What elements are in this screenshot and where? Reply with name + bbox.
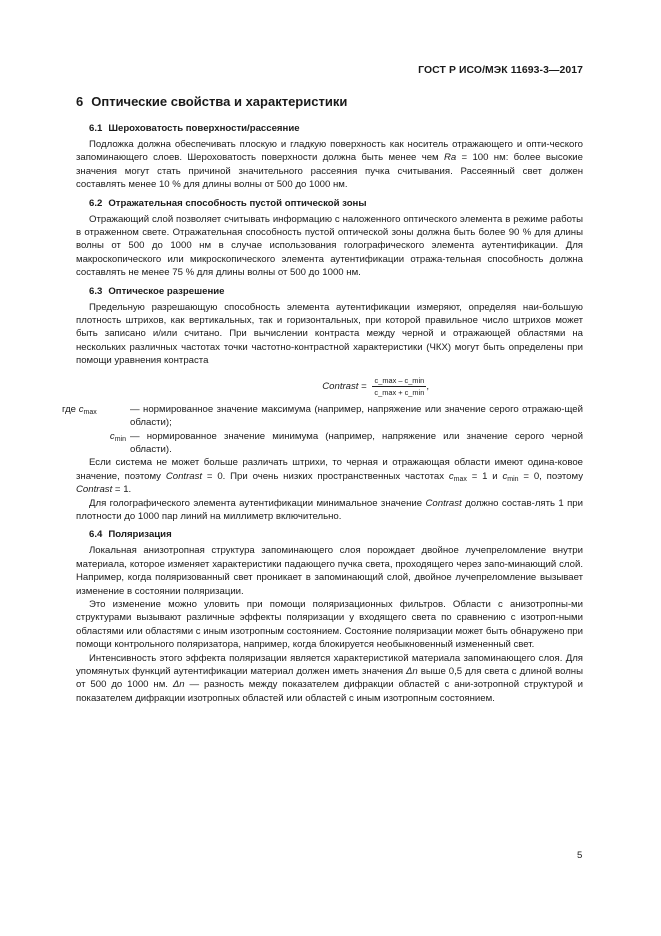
- paragraph: [76, 544, 583, 598]
- symbol-contrast: Contrast: [425, 497, 462, 509]
- subsection-number: 6.1: [89, 123, 103, 134]
- text-run: Подложка должна обеспечивать плоскую и гладкую поверхность как носитель отражающего и опти-ческого запоминающего слоев. Шероховатость поверхности должна быть менее чем: [76, 139, 583, 164]
- subscript-max: max: [453, 475, 467, 483]
- subsection-number: 6.3: [89, 285, 103, 297]
- paragraph: [76, 456, 583, 496]
- definition-term: [62, 430, 130, 457]
- text-run: должно состав-лять 1 при плотности до 1000 пар линий на миллиметр включительно.: [76, 497, 583, 522]
- subsection-title: Шероховатость поверхности/рассеяние: [108, 123, 300, 134]
- symbol-c: c: [109, 430, 115, 442]
- definition-term: [62, 403, 130, 430]
- paragraph: [76, 652, 583, 706]
- definition-cmax: [62, 403, 583, 430]
- formula-numerator: c_max – c_min: [372, 376, 426, 387]
- page-content: [62, 93, 584, 705]
- symbol-ra: Ra: [443, 152, 457, 164]
- standard-header: ГОСТ Р ИСО/МЭК 11693-3—2017: [418, 65, 583, 76]
- section-number: 6: [76, 94, 84, 109]
- symbol-c: c: [448, 470, 454, 482]
- definition-cmin: [62, 430, 583, 457]
- text-run: выше 0,5 для света с длиной волны от 500 до 1000 нм.: [76, 666, 583, 691]
- formula-lhs: Contrast: [322, 380, 359, 392]
- subsection-number: 6.4: [89, 529, 103, 541]
- text-run: Для голографического элемента аутентификации минимальное значение: [89, 497, 426, 509]
- text-run: = 0. При очень низких пространственных частотах: [202, 470, 449, 482]
- text-run: = 0, поэтому: [518, 470, 584, 482]
- symbol-c: c: [502, 470, 508, 482]
- paragraph: [76, 497, 583, 524]
- symbol-c: c: [78, 403, 84, 415]
- paragraph: [76, 598, 583, 652]
- contrast-formula: [76, 376, 583, 397]
- text-run: = 1.: [112, 484, 132, 496]
- formula-equals: =: [358, 380, 370, 392]
- subsection-number: 6.2: [89, 197, 103, 209]
- symbol-contrast: Contrast: [76, 484, 113, 496]
- subsection-6-2-heading: [76, 197, 583, 210]
- paragraph: [76, 213, 583, 280]
- formula-fraction: [372, 376, 426, 397]
- formula-denominator: c_max + c_min: [374, 387, 425, 397]
- subsection-6-3-heading: [76, 285, 583, 298]
- subsection-title: Поляризация: [108, 529, 172, 541]
- subsection-6-1-heading: [76, 122, 583, 135]
- text-run: Локальная анизотропная структура запоминающего слоя порождает двойное лучепреломление внутри материала, которое изменяет характеристики падающего пучка света, проходящего через запо-минающий слой. Например, когда поляризованный свет проникает в запоминающий слой, двойное лучепреломление вызывает изменение в состоянии поляризации.: [76, 545, 583, 597]
- text-run: = 100 нм: более высокие значения могут стать причиной значительного рассеяния пучка считывания. Рассеянный свет должен составлять менее 10 % для длины волны от 500 до 1000 нм.: [76, 152, 584, 191]
- subsection-title: Отражательная способность пустой оптической зоны: [108, 197, 367, 209]
- text-run: Это изменение можно уловить при помощи поляризационных фильтров. Области с анизотропны-ми структурами вызывают различные эффекты поляризации у входящего света по сравнению с изотроп-ными областями или областями с иным изотропным состоянием. Состояние поляризации может быть обнаружено при помощи контрольного поляризатора, например, когда блокируется необыкновенный измененный свет.: [76, 598, 583, 651]
- section-title: Оптические свойства и характеристики: [91, 94, 348, 109]
- paragraph: [76, 301, 583, 368]
- text-run: Интенсивность этого эффекта поляризации является характеристикой материала запоминающего слоя. Для упомянутых функций аутентификации материал должен иметь значения: [76, 652, 583, 677]
- text-run: = 1 и: [466, 470, 503, 482]
- paragraph: [76, 138, 583, 192]
- subscript-min: min: [114, 435, 126, 443]
- text-run: Предельную разрешающую способность элемента аутентификации измеряют, определяя наи-большую плотность штрихов, как вертикальных, так и горизонтальных, при которой правильное число штрихов может быть записано и/или считано. При вычислении контраста между черной и отражающей областями на нескольких различных частотах точки частотно-контрастной характеристики (ЧКХ) могут быть определены при помощи уравнения контраста: [76, 301, 583, 367]
- symbol-contrast: Contrast: [165, 470, 203, 482]
- text-run: Отражающий слой позволяет считывать информацию с наложенного оптического элемента в режиме работы в отраженном свете. Отражательная способность пустой оптической зоны должна быть более 90 % для длины волны от 500 до 1000 нм в случае использования голографического элемента аутентификации. Для макроскопического или микроскопического элемента аутентификации отража-тельная способность должна составлять не менее 75 % для длины волны от 500 до 1000 нм.: [76, 213, 583, 279]
- page-number: 5: [577, 850, 583, 861]
- text-run: — разность между показателем дифракции областей с ани-зотропной структурой и показателем дифракции изотропных областей или областей с иным изотропным состоянием.: [76, 679, 583, 704]
- subsection-title: Оптическое разрешение: [108, 285, 225, 297]
- section-heading: [76, 93, 583, 110]
- symbol-delta-n: Δn: [172, 679, 185, 691]
- formula-comma: ,: [426, 380, 429, 392]
- subscript-min: min: [507, 475, 519, 483]
- definition-text: — нормированное значение минимума (например, напряжение или значение серого черной области).: [130, 430, 583, 455]
- symbol-delta-n: Δn: [406, 666, 418, 677]
- where-word: где: [62, 403, 77, 415]
- text-run: Если система не может больше различать штрихи, то черная и отражающая области имеют одина-ковое значение, поэтому: [76, 457, 583, 482]
- subscript-max: max: [83, 408, 97, 416]
- subsection-6-4-heading: [76, 528, 583, 541]
- definition-text: — нормированное значение максимума (например, напряжение или значение серого отражаю-щей области);: [130, 403, 583, 429]
